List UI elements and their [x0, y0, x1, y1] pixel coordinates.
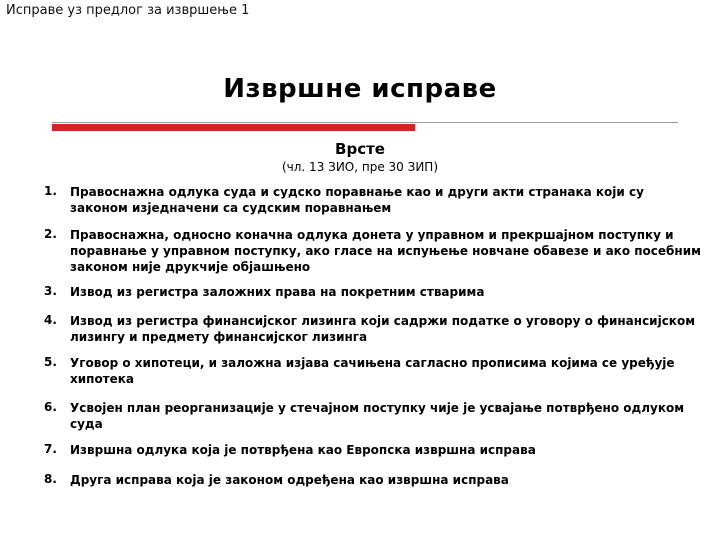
accent-bar — [52, 124, 415, 131]
section-subtitle: Врсте — [335, 140, 385, 158]
item-text: Извод из регистра заложних права на покретним стварима — [70, 285, 485, 299]
item-number: 4. — [44, 313, 57, 327]
item-text: Правоснажна, односно коначна одлука донета у управном и прекршајном поступку и поравнање у управном поступку, ако гласе на испуњење новчане обавезе и ако посебним законом није друкчије објашњено — [70, 228, 701, 274]
item-text: Извод из регистра финансијског лизинга који садржи податке о уговору о финансијском лизингу и предмету финансијског лизинга — [70, 314, 696, 344]
item-number: 1. — [44, 184, 57, 198]
item-text: Извршна одлука која је потврђена као Европска извршна исправа — [70, 443, 536, 457]
item-number: 2. — [44, 227, 57, 241]
item-text: Друга исправа која је законом одређена као извршна исправа — [70, 473, 509, 487]
page-title: Извршне исправе — [223, 74, 497, 104]
item-number: 7. — [44, 442, 57, 456]
item-number: 5. — [44, 355, 57, 369]
item-number: 6. — [44, 400, 57, 414]
legal-reference-note: (чл. 13 ЗИО, пре 30 ЗИП) — [281, 160, 439, 174]
item-number: 8. — [44, 472, 57, 486]
item-text: Правоснажна одлука суда и судско поравнање као и други акти странака који су законом изједначени са судским поравнањем — [70, 185, 644, 215]
item-text: Усвојен план реорганизације у стечајном поступку чије је усвајање потврђено одлуком суда — [70, 401, 685, 431]
item-number: 3. — [44, 284, 57, 298]
divider-line — [52, 122, 678, 123]
slide-header-title: Исправе уз предлог за извршење 1 — [6, 3, 250, 18]
item-text: Уговор о хипотеци, и заложна изјава сачињена сагласно прописима којима се уређује хипотека — [70, 356, 675, 386]
